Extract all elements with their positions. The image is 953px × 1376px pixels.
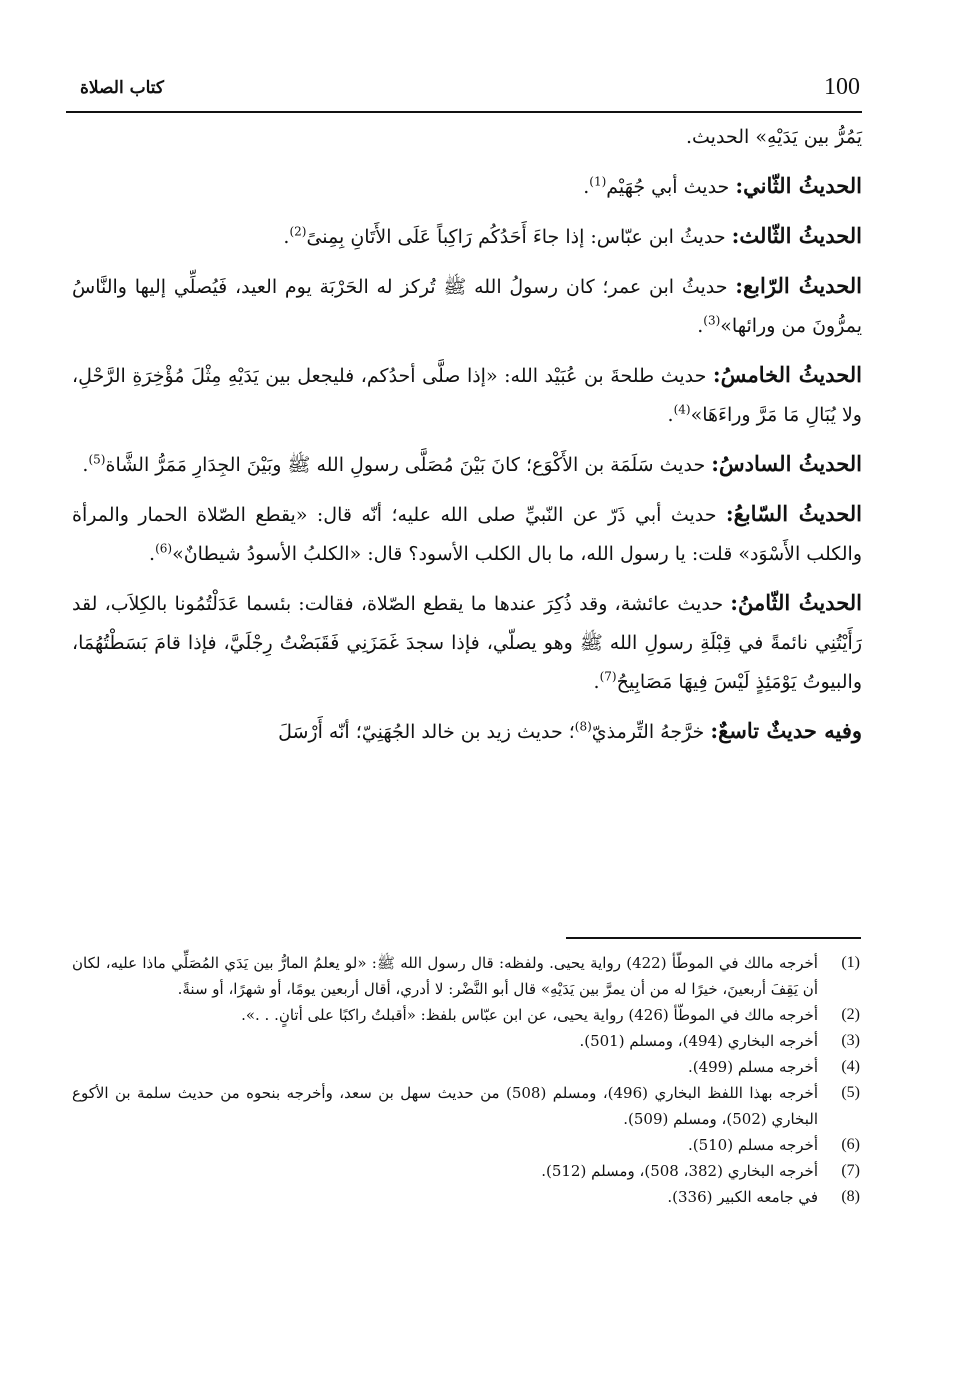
footnote-ref[interactable]: (3) xyxy=(703,313,721,328)
paragraph-text: حديثُ ابن عبّاس: إذا جاءَ أَحَدُكُم رَاكِباً عَلَى الأَتَانِ بِمِنىً xyxy=(306,226,726,248)
paragraph-hadith-9 xyxy=(72,711,862,752)
footnote-text: أخرجه البخاري (382، 508)، ومسلم (512). xyxy=(541,1162,818,1180)
paragraph-text: حديث طلحةَ بن عُبَيْد الله: «إذا صلَّى أحدُكم، فليجعل بين يَدَيْهِ مِثْلَ مُؤْخِرَةِ الرَّحْلِ، ولا يُبَالِ مَا مَرَّ وراءَهَا» xyxy=(72,365,862,426)
footnote-number: (8) xyxy=(841,1188,860,1205)
footnotes xyxy=(72,950,860,1210)
header-rule xyxy=(66,111,862,113)
page-header xyxy=(72,74,860,108)
paragraph-hadith-4: الحديثُ الرّابع: حديثُ ابن عمر؛ كان رسولُ الله ﷺ تُركز له الحَرْبَة يوم العيد، فَيُصلِّي إليها والنَّاسُ يمرُّونَ من ورائها»$^{(3)}$. xyxy=(72,273,862,337)
hadith-heading: الحديثُ الخامسُ: xyxy=(712,362,862,387)
paragraph-hadith-7: الحديثُ السّابعُ: حديث أبي ذَرّ عن النّبيِّ صلى الله عليه؛ أنّه قال: «يقطع الصّلاة الحمار والمرأة والكلب الأَسْوَد» قلت: يا رسول الله، ما بال الكلب الأسود؟ قال: «الكلبُ الأسودُ شيطانٌ»$^{(6)}$. xyxy=(72,501,862,565)
footnote-separator xyxy=(566,937,861,939)
footnote-text: أخرجه البخاري (494)، ومسلم (501). xyxy=(579,1032,818,1050)
footnote-item xyxy=(72,1080,860,1132)
main-text xyxy=(72,118,862,761)
footnote-item xyxy=(72,1002,860,1028)
running-title: كتاب الصلاة xyxy=(80,78,165,98)
hadith-heading: الحديثُ الثّامنُ: xyxy=(730,590,862,615)
paragraph-hadith-2: الحديثُ الثّاني: حديث أبي جُهَيْم$^{(1)}$. xyxy=(583,173,862,198)
hadith-heading: الحديثُ السادسُ: xyxy=(711,451,862,476)
footnote-number: (7) xyxy=(841,1162,860,1179)
page-number: 100 xyxy=(824,74,860,100)
footnote-text: أخرجه مسلم (510). xyxy=(687,1136,818,1154)
hadith-heading: الحديثُ السّابعُ: xyxy=(725,501,862,526)
paragraph-text: يَمُرُّ بين يَدَيْهِ» الحديث. xyxy=(685,126,862,148)
footnote-item xyxy=(72,1028,860,1054)
footnote-ref[interactable]: (6) xyxy=(155,541,173,556)
footnote-text: أخرجه مالك في الموطّأ (426) رواية يحيى، عن ابن عبّاس بلفظ: «أقبلتُ راكبًا على أتانٍ. . .». xyxy=(241,1006,818,1024)
footnote-number: (4) xyxy=(841,1058,860,1075)
footnote-text: أخرجه مالك في الموطّأ (422) رواية يحيى. ولفظه: قال رسول الله ﷺ: «لو يعلمُ المارُّ بين يَدَي المُصَلِّي ماذا عليه، لكان أن يَقِفَ أربعينَ، خيرًا له من أن يمرَّ بين يَدَيْهِ» قال أبو النَّضْر: لا أدري، أقال أربعين يومًا، أو شهرًا، أو سنةً. xyxy=(72,954,818,998)
hadith-heading: الحديثُ الثّاني: xyxy=(735,173,862,198)
footnote-item xyxy=(72,1184,860,1210)
paragraph-text: حديث أبي جُهَيْم xyxy=(606,176,730,198)
footnote-number: (6) xyxy=(841,1136,860,1153)
paragraph-text: حديث سَلَمَة بن الأَكْوَع؛ كانَ بَيْنَ مُصَلَّى رسولِ الله ﷺ وبَيْنَ الجِدَارِ مَمَرُّ الشَّاة xyxy=(105,454,706,476)
paragraph-continuation xyxy=(72,118,862,157)
paragraph-text: حديث أبي ذَرّ عن النّبيِّ صلى الله عليه؛ أنّه قال: «يقطع الصّلاة الحمار والمرأة والكلب الأَسْوَد» قلت: يا رسول الله، ما بال الكلب الأسود؟ قال: «الكلبُ الأسودُ شيطانٌ» xyxy=(72,504,862,565)
paragraph-text: خرَّجهُ التِّرمذيّ xyxy=(591,721,705,743)
footnote-text: أخرجه بهذا اللفظ البخاري (496)، ومسلم (508) من حديث سهل بن سعد، وأخرجه بنحوه من حديث سلمة بن الأكوع البخاري (502)، ومسلم (509). xyxy=(72,1084,818,1128)
footnote-ref[interactable]: (1) xyxy=(589,174,607,189)
footnote-number: (3) xyxy=(841,1032,860,1049)
footnote-item xyxy=(72,1054,860,1080)
footnote-item xyxy=(72,950,860,1002)
paragraph-hadith-8: الحديثُ الثّامنُ: حديث عائشة، وقد ذُكِرَ عندها ما يقطع الصّلاة، فقالت: بئسما عَدَلْتُمُونا بالكِلاَب، لقد رَأَيْتُنِي نائمةً في قِبْلَةِ رسولِ الله ﷺ وهو يصلّي، فإذا سجدَ غَمَزَنِي فَقَبَضْتُ رِجْلَيَّ، فإذا قامَ بَسَطْتُهُمَا، والبيوتُ يَوْمَئِذٍ لَيْسَ فِيهَا مَصَابِيحُ$^{(7)}$. xyxy=(72,590,862,693)
footnote-ref[interactable]: (8) xyxy=(574,719,592,734)
hadith-heading: وفيه حديثٌ تاسعٌ: xyxy=(710,718,862,743)
paragraph-text-tail: ؛ حديث زيد بن خالد الجُهَنِيّ؛ أنّه أَرْسَلَ xyxy=(278,721,575,743)
footnote-ref[interactable]: (7) xyxy=(599,669,617,684)
paragraph-hadith-5: الحديثُ الخامسُ: حديث طلحةَ بن عُبَيْد الله: «إذا صلَّى أحدُكم، فليجعل بين يَدَيْهِ مِثْلَ مُؤْخِرَةِ الرَّحْلِ، ولا يُبَالِ مَا مَرَّ وراءَهَا»$^{(4)}$. xyxy=(72,362,862,426)
footnote-item xyxy=(72,1158,860,1184)
paragraph-text: حديث عائشة، وقد ذُكِرَ عندها ما يقطع الصّلاة، فقالت: بئسما عَدَلْتُمُونا بالكِلاَب، لقد رَأَيْتُنِي نائمةً في قِبْلَةِ رسولِ الله ﷺ وهو يصلّي، فإذا سجدَ غَمَزَنِي فَقَبَضْتُ رِجْلَيَّ، فإذا قامَ بَسَطْتُهُمَا، والبيوتُ يَوْمَئِذٍ لَيْسَ فِيهَا مَصَابِيحُ xyxy=(72,593,862,693)
paragraph-hadith-3: الحديثُ الثّالث: حديثُ ابن عبّاس: إذا جاءَ أَحَدُكُم رَاكِباً عَلَى الأَتَانِ بِمِنىً$^{(2)}$. xyxy=(283,223,862,248)
paragraph-text: حديثُ ابن عمر؛ كان رسولُ الله ﷺ تُركز له الحَرْبَة يوم العيد، فَيُصلِّي إليها والنَّاسُ يمرُّونَ من ورائها» xyxy=(72,276,862,337)
footnote-number: (2) xyxy=(841,1006,860,1023)
paragraph-hadith-6: الحديثُ السادسُ: حديث سَلَمَة بن الأَكْوَع؛ كانَ بَيْنَ مُصَلَّى رسولِ الله ﷺ وبَيْنَ الجِدَارِ مَمَرُّ الشَّاة$^{(5)}$. xyxy=(82,451,862,476)
footnote-text: في جامعه الكبير (336). xyxy=(667,1188,818,1206)
footnote-number: (1) xyxy=(841,954,860,971)
footnote-text: أخرجه مسلم (499). xyxy=(687,1058,818,1076)
footnote-number: (5) xyxy=(841,1084,860,1101)
footnote-ref[interactable]: (5) xyxy=(88,452,106,467)
footnote-ref[interactable]: (2) xyxy=(289,224,307,239)
hadith-heading: الحديثُ الرّابع: xyxy=(735,273,862,298)
hadith-heading: الحديثُ الثّالث: xyxy=(731,223,862,248)
footnote-item xyxy=(72,1132,860,1158)
footnote-ref[interactable]: (4) xyxy=(673,402,691,417)
